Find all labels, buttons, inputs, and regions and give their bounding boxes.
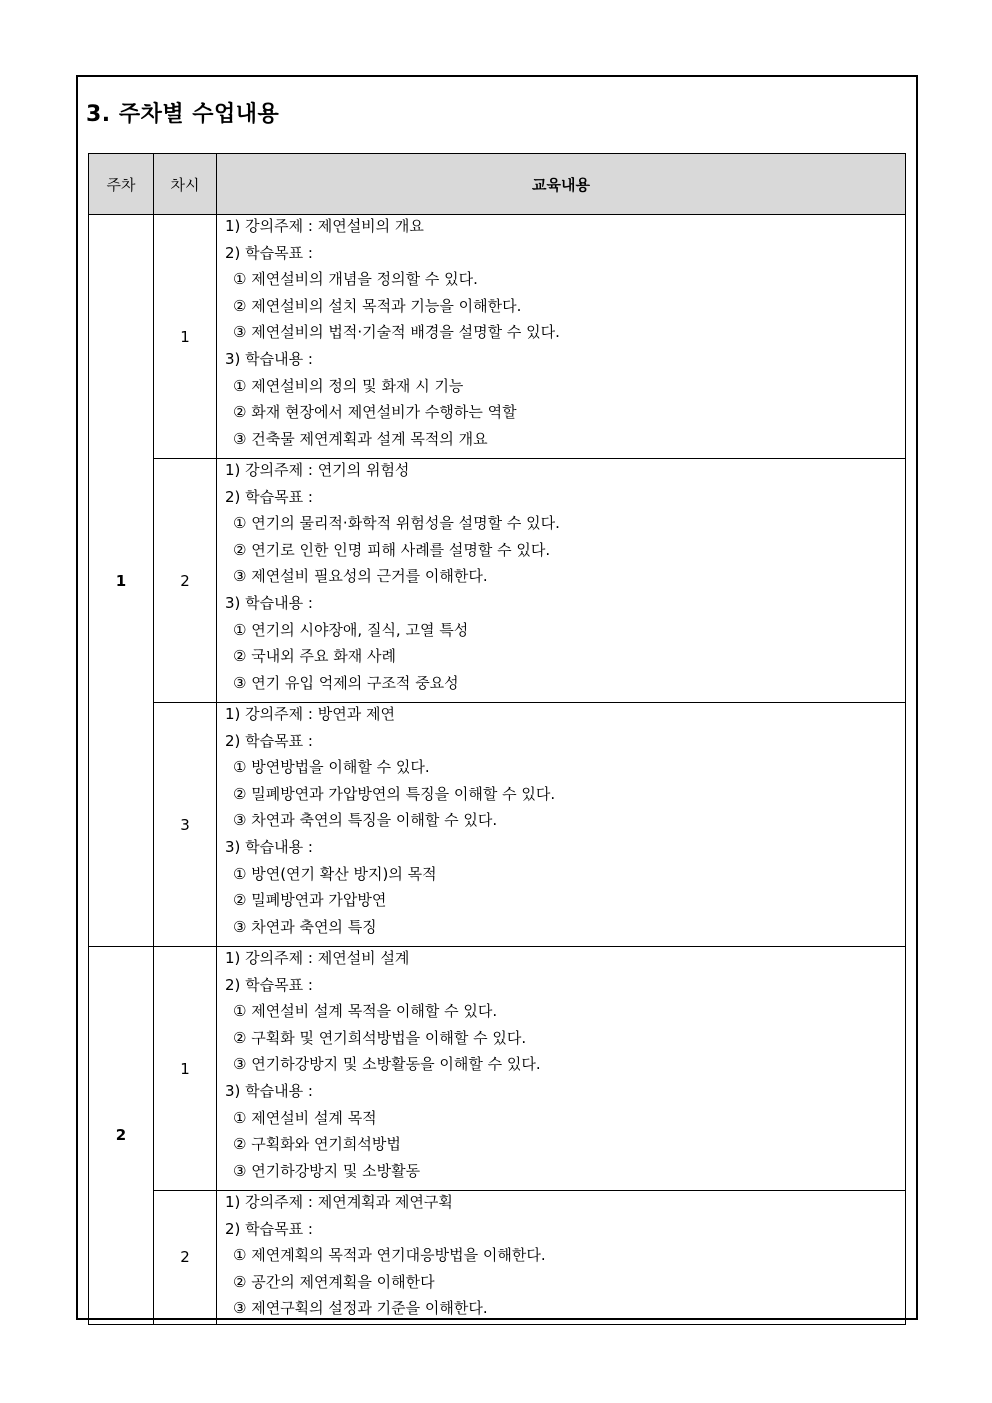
content-item: ③ 연기 유입 억제의 구조적 중요성 bbox=[233, 673, 459, 692]
objectives-heading: 2) 학습목표 : bbox=[225, 487, 313, 506]
content-item: ① 방연(연기 확산 방지)의 목적 bbox=[233, 864, 437, 883]
contents-heading: 3) 학습내용 : bbox=[225, 837, 313, 856]
objective-item: ③ 제연설비 필요성의 근거를 이해한다. bbox=[233, 567, 488, 586]
table-row bbox=[89, 215, 906, 459]
objective-item: ① 제연설비 설계 목적을 이해할 수 있다. bbox=[233, 1002, 498, 1021]
session-cell: 1 bbox=[154, 947, 217, 1191]
session-cell: 2 bbox=[154, 1191, 217, 1325]
contents-heading: 3) 학습내용 : bbox=[225, 593, 313, 612]
objective-item: ① 제연설비의 개념을 정의할 수 있다. bbox=[233, 270, 478, 289]
content-item: ③ 건축물 제연계획과 설계 목적의 개요 bbox=[233, 429, 488, 448]
table-row bbox=[89, 703, 906, 947]
week-cell: 2 bbox=[89, 947, 154, 1325]
weekly-schedule-table bbox=[88, 153, 906, 1325]
objective-item: ① 제연계획의 목적과 연기대응방법을 이해한다. bbox=[233, 1246, 546, 1265]
page-frame bbox=[76, 75, 918, 1320]
contents-heading: 3) 학습내용 : bbox=[225, 1081, 313, 1100]
objective-item: ② 연기로 인한 인명 피해 사례를 설명할 수 있다. bbox=[233, 540, 551, 559]
contents-heading: 3) 학습내용 : bbox=[225, 349, 313, 368]
objectives-heading: 2) 학습목표 : bbox=[225, 1219, 313, 1238]
content-cell bbox=[217, 215, 906, 459]
table-row bbox=[89, 947, 906, 1191]
content-item: ② 화재 현장에서 제연설비가 수행하는 역할 bbox=[233, 403, 517, 422]
content-item: ① 제연설비 설계 목적 bbox=[233, 1108, 377, 1127]
header-content: 교육내용 bbox=[217, 154, 906, 215]
table-header-row bbox=[89, 154, 906, 215]
content-cell bbox=[217, 703, 906, 947]
lecture-topic: 1) 강의주제 : 제연계획과 제연구획 bbox=[225, 1193, 453, 1211]
objective-item: ② 공간의 제연계획을 이해한다 bbox=[233, 1272, 435, 1291]
content-item: ② 국내외 주요 화재 사례 bbox=[233, 647, 396, 666]
objective-item: ③ 제연설비의 법적·기술적 배경을 설명할 수 있다. bbox=[233, 323, 560, 342]
content-cell bbox=[217, 1191, 906, 1325]
content-cell bbox=[217, 459, 906, 703]
content-item: ② 밀폐방연과 가압방연 bbox=[233, 891, 387, 910]
objectives-heading: 2) 학습목표 : bbox=[225, 243, 313, 262]
lecture-topic: 1) 강의주제 : 제연설비 설계 bbox=[225, 949, 410, 967]
objective-item: ① 방연방법을 이해할 수 있다. bbox=[233, 758, 430, 777]
content-cell bbox=[217, 947, 906, 1191]
session-cell: 2 bbox=[154, 459, 217, 703]
objective-item: ② 밀폐방연과 가압방연의 특징을 이해할 수 있다. bbox=[233, 784, 556, 803]
objective-item: ② 제연설비의 설치 목적과 기능을 이해한다. bbox=[233, 296, 522, 315]
content-item: ① 제연설비의 정의 및 화재 시 기능 bbox=[233, 376, 464, 395]
session-cell: 1 bbox=[154, 215, 217, 459]
lecture-topic: 1) 강의주제 : 제연설비의 개요 bbox=[225, 217, 424, 235]
objectives-heading: 2) 학습목표 : bbox=[225, 975, 313, 994]
lecture-topic: 1) 강의주제 : 방연과 제연 bbox=[225, 705, 395, 723]
lecture-topic: 1) 강의주제 : 연기의 위험성 bbox=[225, 461, 410, 479]
content-item: ① 연기의 시야장애, 질식, 고열 특성 bbox=[233, 620, 469, 639]
header-week: 주차 bbox=[89, 154, 154, 215]
session-cell: 3 bbox=[154, 703, 217, 947]
objective-item: ③ 제연구획의 설정과 기준을 이해한다. bbox=[233, 1299, 488, 1318]
objective-item: ③ 연기하강방지 및 소방활동을 이해할 수 있다. bbox=[233, 1055, 541, 1074]
content-item: ② 구획화와 연기희석방법 bbox=[233, 1135, 401, 1154]
objective-item: ③ 차연과 축연의 특징을 이해할 수 있다. bbox=[233, 811, 498, 830]
objective-item: ② 구획화 및 연기희석방법을 이해할 수 있다. bbox=[233, 1028, 527, 1047]
header-session: 차시 bbox=[154, 154, 217, 215]
content-item: ③ 연기하강방지 및 소방활동 bbox=[233, 1161, 421, 1180]
section-title: 3. 주차별 수업내용 bbox=[86, 102, 280, 127]
table-row bbox=[89, 1191, 906, 1325]
week-cell: 1 bbox=[89, 215, 154, 947]
objectives-heading: 2) 학습목표 : bbox=[225, 731, 313, 750]
content-item: ③ 차연과 축연의 특징 bbox=[233, 917, 377, 936]
objective-item: ① 연기의 물리적·화학적 위험성을 설명할 수 있다. bbox=[233, 514, 560, 533]
table-row bbox=[89, 459, 906, 703]
